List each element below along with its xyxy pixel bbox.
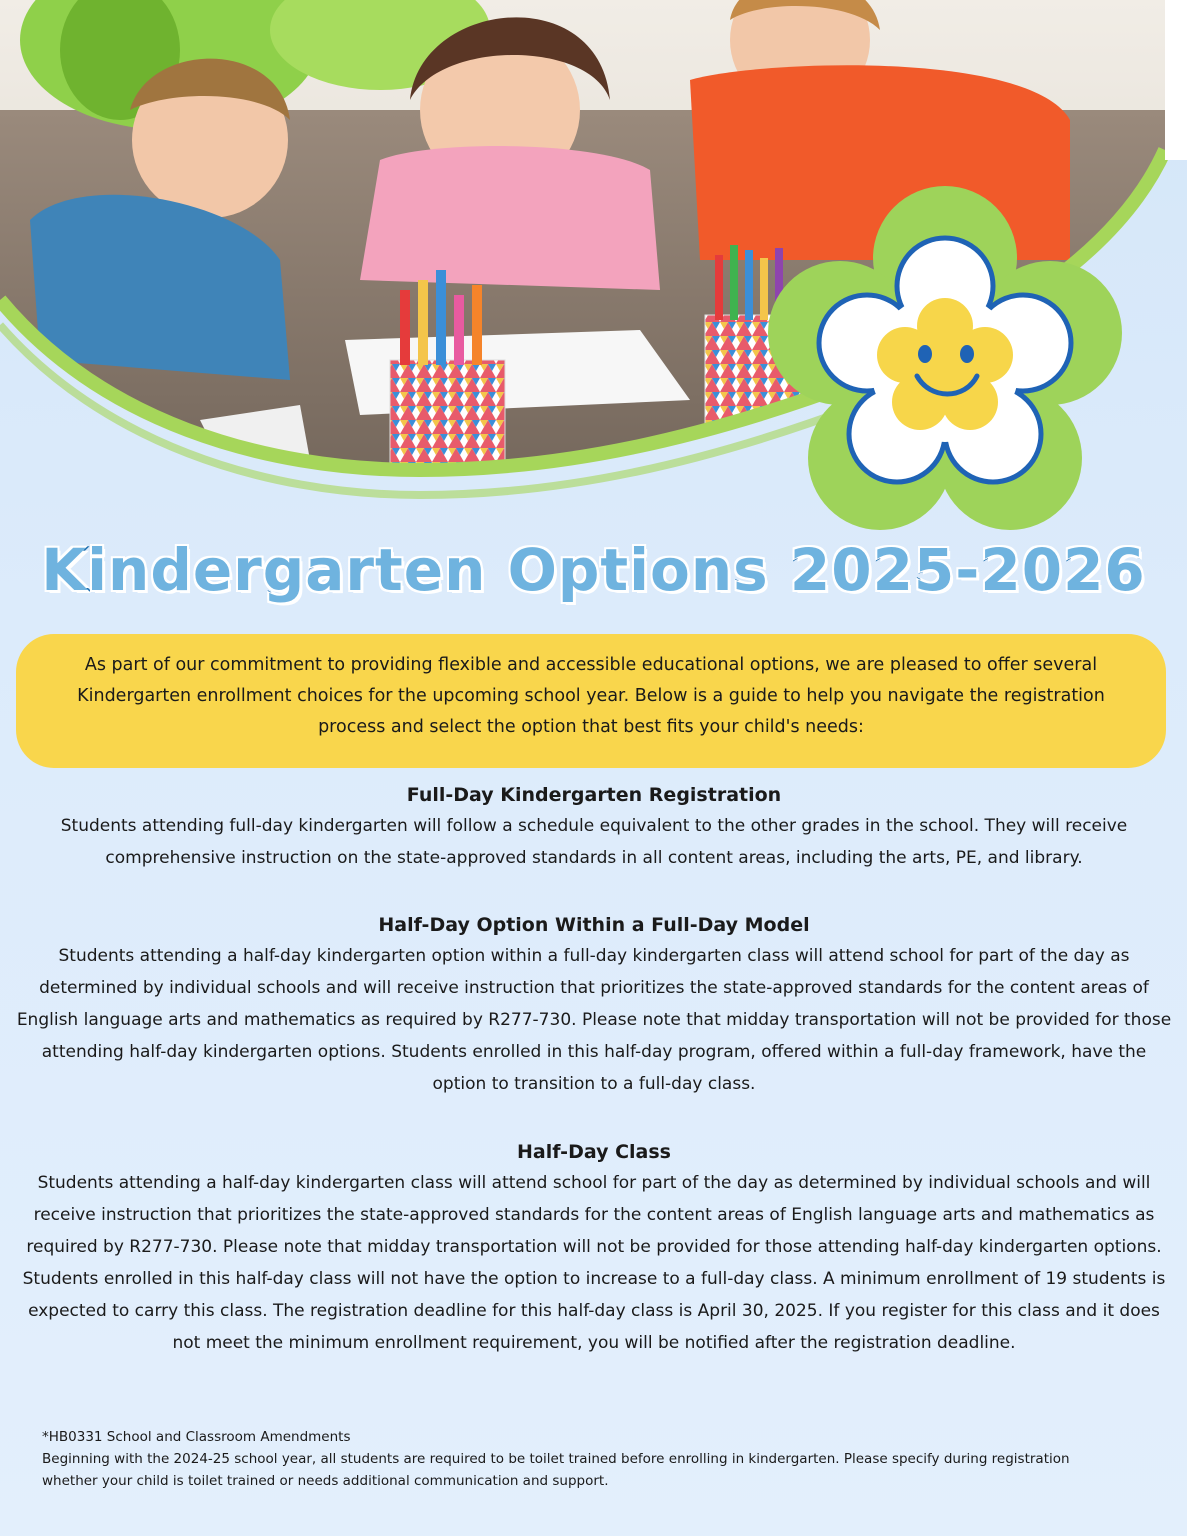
section-full-day [14, 780, 1174, 874]
section-heading: Full-Day Kindergarten Registration [406, 784, 782, 806]
page-title: Kindergarten Options 2025-2026 [41, 536, 1146, 604]
footnote [42, 1426, 1102, 1492]
section-body: Students attending a half-day kindergarten option within a full-day kindergarten class will attend school for part of the day as determined by individual schools and will receive instruction that prioritizes the state-approved standards for the content areas of English language arts and mathematics as required by R277-730. Please note that midday transportation will not be provided for those attending half-day kindergarten options. Students enrolled in this half-day program, offered within a full-day framework, have the option to transition to a full-day class. [16, 946, 1172, 1094]
hero-banner [0, 0, 1187, 540]
section-heading: Half-Day Option Within a Full-Day Model [378, 914, 810, 936]
footnote-body: Beginning with the 2024-25 school year, all students are required to be toilet trained before enrolling in kindergarten. Please specify during registration whether your child is toilet trained or needs additional communication and support. [42, 1451, 1070, 1489]
section-body: Students attending a half-day kindergarten class will attend school for part of the day as determined by individual schools and will receive instruction that prioritizes the state-approved standards for the content areas of English language arts and mathematics as required by R277-730. Please note that midday transportation will not be provided for those attending half-day kindergarten options. Students enrolled in this half-day class will not have the option to increase to a full-day class. A minimum enrollment of 19 students is expected to carry this class. The registration deadline for this half-day class is April 30, 2025. If you register for this class and it does not meet the minimum enrollment requirement, you will be notified after the registration deadline. [22, 1173, 1166, 1353]
section-half-day-option [14, 910, 1174, 1100]
footnote-title: *HB0331 School and Classroom Amendments [42, 1429, 351, 1445]
intro-callout: As part of our commitment to providing flexible and accessible educational options, we are pleased to offer several Kindergarten enrollment choices for the upcoming school year. Below is a guide to help you navigate the registration process and select the option that best fits your child's needs: [16, 634, 1166, 768]
section-body: Students attending full-day kindergarten will follow a schedule equivalent to the other grades in the school. They will receive comprehensive instruction on the state-approved standards in all content areas, including the arts, PE, and library. [60, 816, 1128, 868]
section-half-day-class [14, 1137, 1174, 1359]
section-heading: Half-Day Class [517, 1141, 671, 1163]
hero-illustration [0, 0, 1187, 540]
